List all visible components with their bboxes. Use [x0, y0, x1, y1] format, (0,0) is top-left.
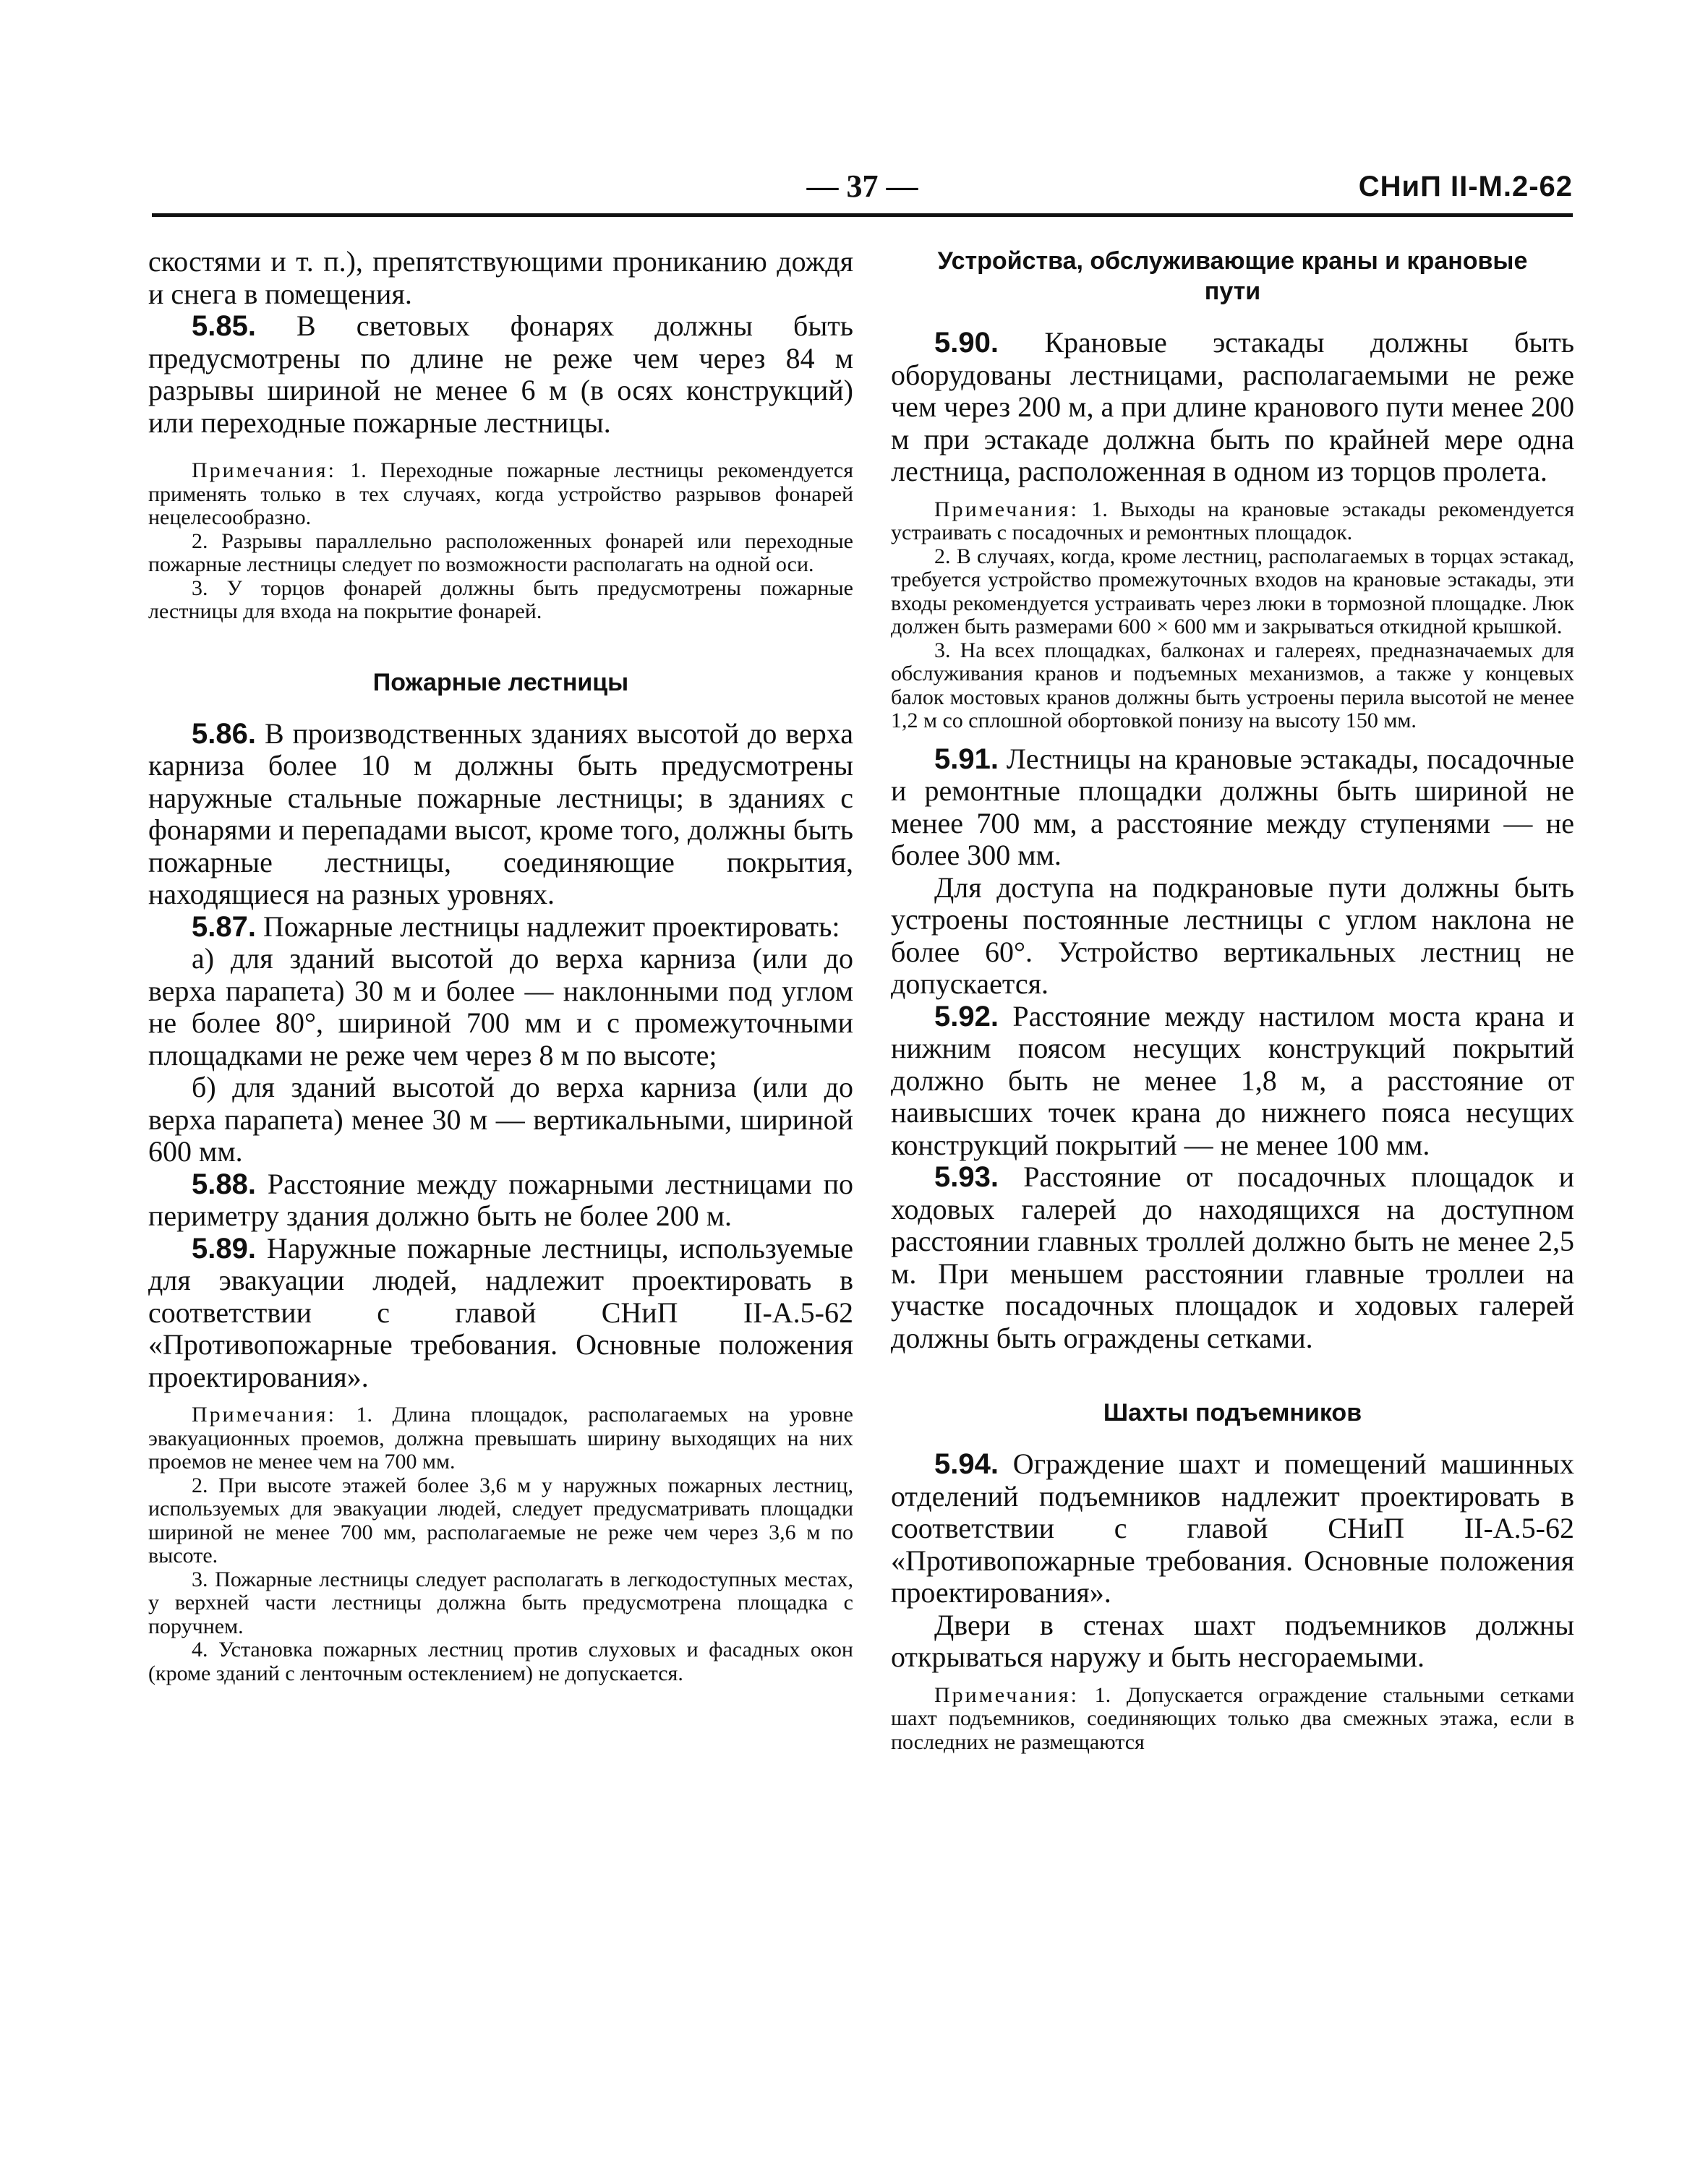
- note-item: 2. В случаях, когда, кроме лестниц, располагаемых в торцах эстакад, требуется устройство промежуточных входов на крановые эстакады, эти входы рекомендуется устраивать через люки в тормозной площадке. Люк должен быть размерами 600 × 600 мм и закрываться откидной крышкой.: [891, 544, 1574, 638]
- clause-5-89: [148, 1233, 853, 1394]
- clause-5-94-continued: Двери в стенах шахт подъемников должны открываться наружу и быть несгораемыми.: [891, 1608, 1574, 1673]
- clause-5-87: [148, 911, 853, 944]
- clause-5-91: [891, 743, 1574, 872]
- note-item: [148, 1403, 853, 1474]
- section-heading-shafts: Шахты подъемников: [1103, 1399, 1362, 1427]
- clause-text: Наружные пожарные лестницы, используемые для эвакуации людей, надлежит проектировать в соответствии с главой СНиП II-А.5-62 «Противопожарные требования. Основные положения проектирования».: [148, 1231, 853, 1393]
- note-text: 1. Переходные пожарные лестницы рекомендуется применять только в тех случаях, когда устройство разрывов фонарей нецелесообразно.: [148, 458, 854, 529]
- clause-5-86: [148, 718, 853, 911]
- clause-5-85: [148, 310, 853, 439]
- clause-text: Крановые эстакады должны быть оборудованы лестницами, располагаемыми не реже чем через 200 м, а при длине кранового пути менее 200 м при эстакаде должна быть по крайней мере одна лестница, расположенная в одном из торцов пролета.: [891, 326, 1574, 487]
- clause-number: 5.94.: [934, 1448, 999, 1480]
- clause-5-88: [148, 1168, 853, 1233]
- clause-number: 5.91.: [934, 743, 999, 775]
- clause-5-94: [891, 1448, 1574, 1609]
- notes-label: Примечания:: [192, 1403, 336, 1427]
- note-item: 3. Пожарные лестницы следует располагать в легкодоступных местах, у верхней части лестницы должна быть предусмотрена площадка с поручнем.: [148, 1567, 853, 1638]
- page-header: [152, 168, 1573, 211]
- note-item: [891, 1684, 1574, 1755]
- clause-number: 5.93.: [934, 1161, 999, 1193]
- clause-number: 5.92.: [934, 1000, 999, 1032]
- continuation-paragraph: скостями и т. п.), препятствующими прониканию дождя и снега в помещения.: [148, 245, 853, 310]
- note-item: [891, 498, 1574, 545]
- clause-number: 5.89.: [192, 1232, 256, 1265]
- clause-5-91-continued: Для доступа на подкрановые пути должны быть устроены постоянные лестницы с углом наклона не более 60°. Устройство вертикальных лестниц не допускается.: [891, 871, 1574, 1000]
- section-heading-fire-stairs: Пожарные лестницы: [372, 668, 629, 696]
- clause-item-b: б) для зданий высотой до верха карниза (или до верха парапета) менее 30 м — вертикальными, шириной 600 мм.: [148, 1071, 853, 1168]
- page-number: — 37 —: [806, 168, 918, 204]
- note-text: 1. Выходы на крановые эстакады рекомендуется устраивать с посадочных и ремонтных площадок.: [891, 497, 1575, 544]
- note-text: 1. Допускается ограждение стальными сетками шахт подъемников, соединяющих только два смежных этажа, если в последних не размещаются: [891, 1682, 1574, 1754]
- note-item: 4. Установка пожарных лестниц против слуховых и фасадных окон (кроме зданий с ленточным остеклением) не допускается.: [148, 1638, 853, 1685]
- clause-text: Расстояние между настилом моста крана и нижним поясом несущих конструкций покрытий должно быть не менее 1,8 м, а расстояние от наивысших точек крана до нижнего пояса несущих конструкций покрытий — не менее 100 мм.: [891, 999, 1575, 1161]
- clause-5-92: [891, 1001, 1574, 1162]
- clause-text: Лестницы на крановые эстакады, посадочные и ремонтные площадки должны быть шириной не менее 700 мм, а расстояние между ступенями — не более 300 мм.: [891, 742, 1574, 871]
- note-item: 2. При высоте этажей более 3,6 м у наружных пожарных лестниц, используемых для эвакуации людей, следует предусматривать площадки шириной не менее 700 мм, располагаемые не реже чем через 3,6 м по высоте.: [148, 1473, 853, 1567]
- clause-text: В производственных зданиях высотой до верха карниза более 10 м должны быть предусмотрены наружные стальные пожарные лестницы; в зданиях с фонарями и перепадами высот, кроме того, должны быть пожарные лестницы, соединяющие покрытия, находящиеся на разных уровнях.: [148, 717, 853, 910]
- notes-label: Примечания:: [192, 458, 336, 482]
- clause-number: 5.87.: [192, 910, 256, 943]
- note-item: 3. У торцов фонарей должны быть предусмотрены пожарные лестницы для входа на покрытие фонарей.: [148, 576, 853, 623]
- notes-label: Примечания:: [934, 1682, 1079, 1707]
- note-item: [148, 459, 853, 530]
- header-rule: [152, 213, 1573, 217]
- note-text: 1. Длина площадок, располагаемых на уровне эвакуационных проемов, должна превышать ширину выходящих на них проемов не менее чем на 700 мм.: [148, 1403, 853, 1474]
- clause-5-93: [891, 1161, 1574, 1354]
- clause-number: 5.86.: [192, 717, 256, 750]
- clause-number: 5.90.: [934, 327, 999, 359]
- document-code: СНиП II-М.2-62: [1358, 171, 1573, 202]
- clause-5-90: [891, 327, 1574, 488]
- clause-text: Пожарные лестницы надлежит проектировать:: [262, 910, 840, 943]
- left-column: [148, 246, 853, 1685]
- note-item: 3. На всех площадках, балконах и галереях, предназначаемых для обслуживания кранов и подъемных механизмов, а также у концевых балок мостовых кранов должны быть устроены перила высотой не менее 1,2 м со сплошной обортовкой понизу на высоту 150 мм.: [891, 638, 1574, 732]
- notes-label: Примечания:: [934, 497, 1079, 521]
- note-item: 2. Разрывы параллельно расположенных фонарей или переходные пожарные лестницы следует по возможности располагать на одной оси.: [148, 529, 853, 576]
- clause-text: Расстояние от посадочных площадок и ходовых галерей до находящихся на доступном расстоянии главных троллей должно быть не менее 2,5 м. При меньшем расстоянии главные троллеи на участке посадочных площадок и ходовых галерей должны быть ограждены сетками.: [891, 1160, 1575, 1354]
- section-heading-cranes: Устройства, обслуживающие краны и крановые пути: [937, 247, 1528, 305]
- clause-text: Расстояние между пожарными лестницами по периметру здания должно быть не более 200 м.: [148, 1167, 854, 1232]
- clause-item-a: а) для зданий высотой до верха карниза (или до верха парапета) 30 м и более — наклонными под углом не более 80°, шириной 700 мм и с промежуточными площадками не реже чем через 8 м по высоте;: [148, 942, 853, 1072]
- right-column: [891, 246, 1574, 1754]
- clause-number: 5.85.: [192, 310, 256, 342]
- clause-text: В световых фонарях должны быть предусмотрены по длине не реже чем через 84 м разрывы шириной не менее 6 м (в осях конструкций) или переходные пожарные лестницы.: [148, 309, 854, 439]
- clause-text: Ограждение шахт и помещений машинных отделений подъемников надлежит проектировать в соответствии с главой СНиП II-А.5-62 «Противопожарные требования. Основные положения проектирования».: [891, 1447, 1574, 1609]
- clause-number: 5.88.: [192, 1168, 256, 1200]
